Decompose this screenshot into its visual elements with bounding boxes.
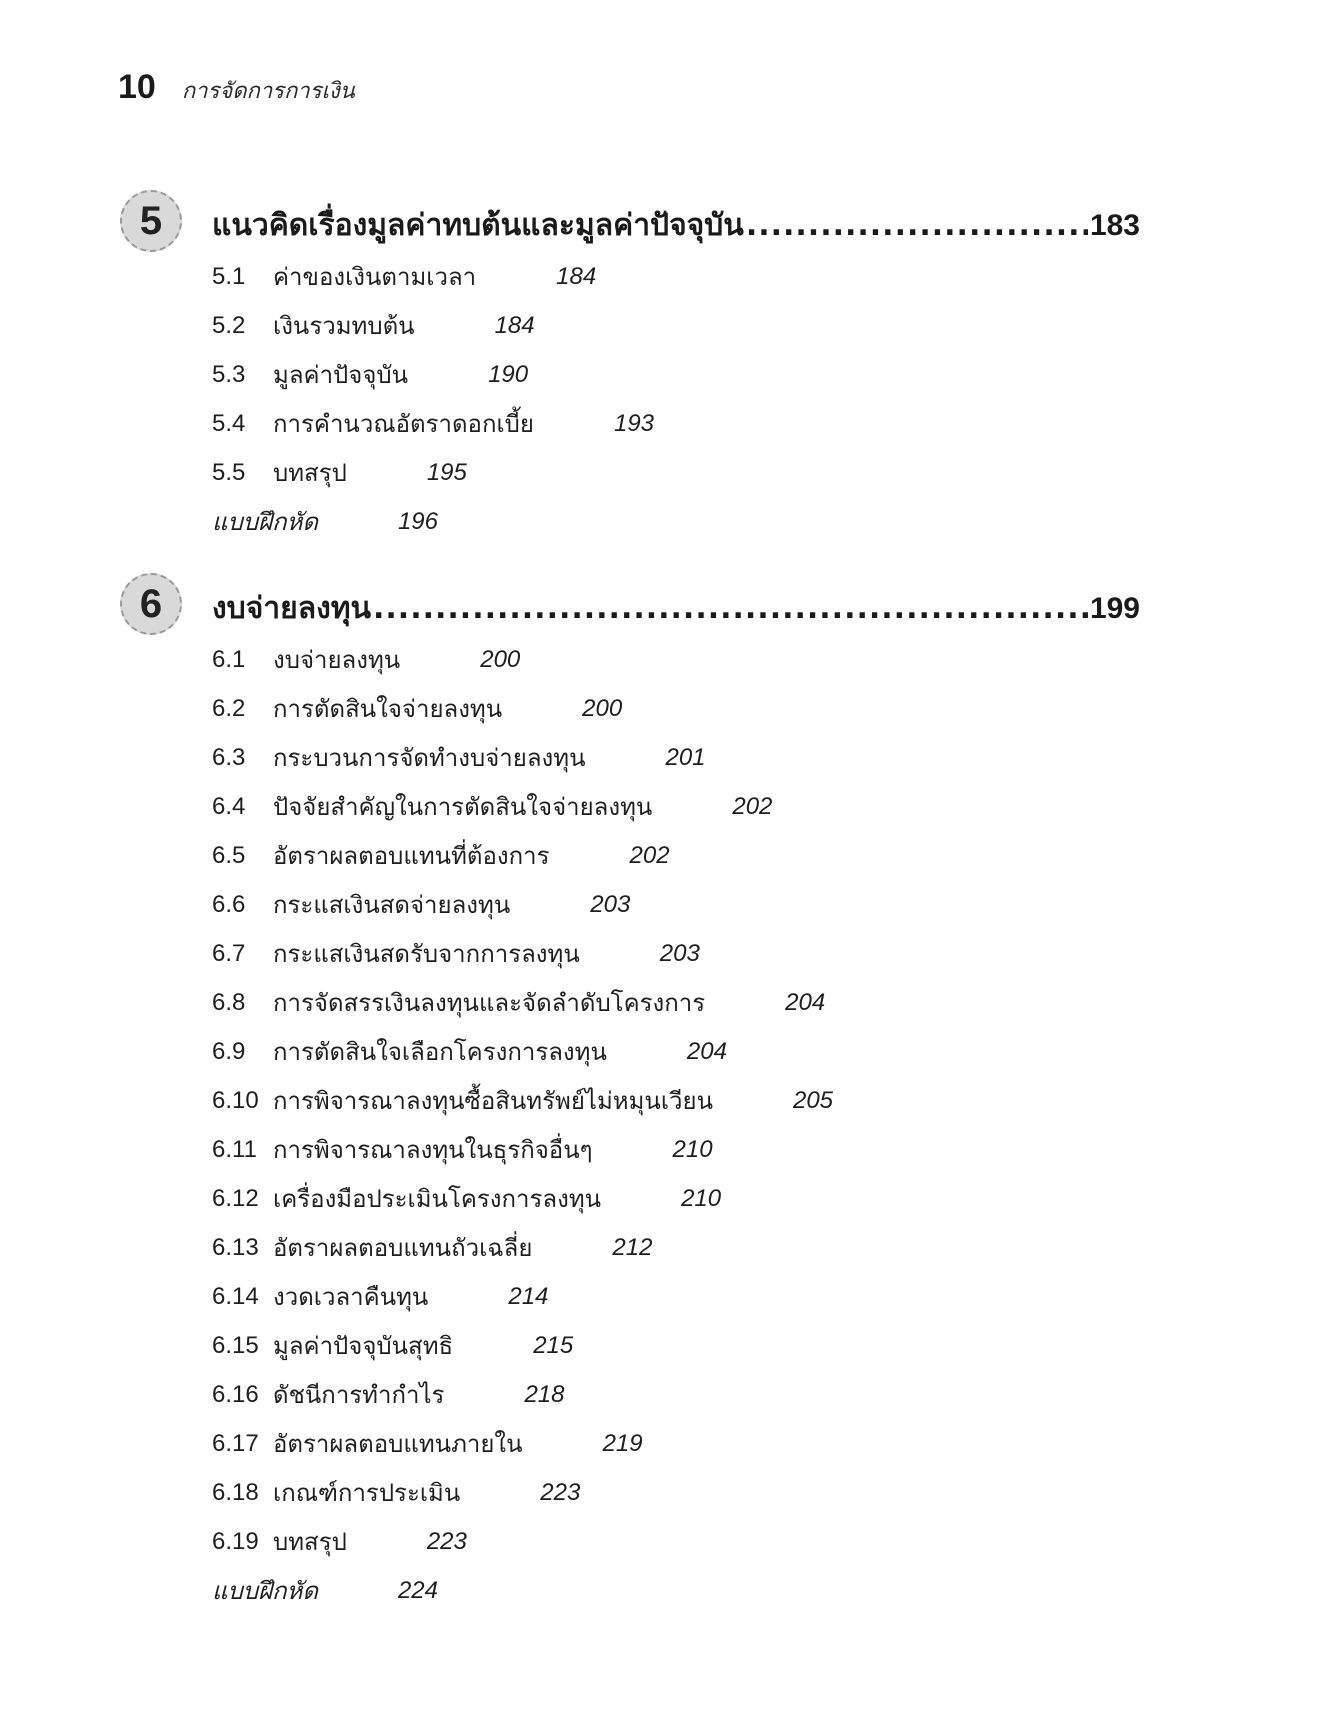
section-page: 203: [590, 890, 631, 918]
toc-entry[interactable]: [212, 1174, 833, 1223]
section-page: 195: [426, 458, 467, 486]
toc-entry[interactable]: [212, 1223, 833, 1272]
chapter-title: งบจ่ายลงทุน: [212, 591, 372, 626]
section-number: 6.13: [212, 1233, 259, 1261]
toc-entry[interactable]: [212, 448, 654, 497]
section-title: การพิจารณาลงทุนซื้อสินทรัพย์ไม่หมุนเวียน: [273, 1087, 713, 1115]
toc-entry[interactable]: [212, 880, 833, 929]
section-page: 200: [480, 645, 521, 673]
toc-entry[interactable]: [212, 782, 833, 831]
chapter-entries: [212, 252, 654, 546]
section-number: 6.5: [212, 841, 246, 869]
section-page: 218: [524, 1380, 565, 1408]
section-number: 6.15: [212, 1331, 259, 1359]
section-page: 193: [613, 409, 655, 437]
section-page: 205: [792, 1086, 834, 1114]
section-number: 6.18: [212, 1478, 259, 1506]
chapter-title-row[interactable]: [212, 202, 1140, 249]
section-number: 6.3: [212, 743, 246, 771]
section-page: 201: [665, 743, 706, 771]
page-header: [118, 68, 355, 108]
toc-entry[interactable]: [212, 301, 654, 350]
section-number: 6.2: [212, 694, 246, 722]
section-title: บทสรุป: [273, 1528, 347, 1556]
exercise-title: แบบฝึกหัด: [212, 1577, 318, 1605]
section-title: มูลค่าปัจจุบันสุทธิ: [273, 1332, 454, 1360]
section-number: 6.7: [212, 939, 246, 967]
chapter-page-number: 199: [1089, 592, 1140, 625]
section-title: กระแสเงินสดรับจากการลงทุน: [273, 940, 580, 968]
section-number: 5.5: [212, 458, 246, 486]
toc-entry[interactable]: [212, 1517, 833, 1566]
section-page: 215: [533, 1331, 574, 1359]
section-title: มูลค่าปัจจุบัน: [273, 361, 409, 389]
section-page: 200: [582, 694, 623, 722]
section-title: อัตราผลตอบแทนที่ต้องการ: [273, 842, 550, 870]
section-page: 202: [629, 841, 670, 869]
section-title: การคำนวณอัตราดอกเบี้ย: [273, 410, 534, 438]
section-title: ค่าของเงินตามเวลา: [273, 263, 477, 291]
page-number: 10: [118, 68, 156, 106]
toc-entry[interactable]: [212, 831, 833, 880]
section-title: เงินรวมทบต้น: [273, 312, 415, 340]
section-title: ปัจจัยสำคัญในการตัดสินใจจ่ายลงทุน: [273, 793, 653, 821]
section-page: 184: [556, 262, 597, 290]
section-title: กระบวนการจัดทำงบจ่ายลงทุน: [273, 744, 586, 772]
toc-entry[interactable]: [212, 635, 833, 684]
chapter-title-row[interactable]: [212, 585, 1140, 632]
section-title: อัตราผลตอบแทนภายใน: [273, 1430, 523, 1458]
section-page: 203: [659, 939, 700, 967]
section-title: เกณฑ์การประเมิน: [273, 1479, 461, 1507]
toc-entry[interactable]: [212, 978, 833, 1027]
section-title: การตัดสินใจจ่ายลงทุน: [273, 695, 503, 723]
section-title: ดัชนีการทำกำไร: [273, 1381, 445, 1409]
section-page: 190: [488, 360, 529, 388]
section-number: 6.9: [212, 1037, 246, 1065]
section-number: 6.10: [212, 1086, 259, 1114]
section-page: 214: [508, 1282, 549, 1310]
dot-leader: [373, 591, 1088, 626]
section-number: 5.3: [212, 360, 246, 388]
chapter-number-badge: 6: [120, 573, 182, 635]
toc-entry[interactable]: [212, 399, 654, 448]
section-number: 5.2: [212, 311, 246, 339]
section-page: 204: [686, 1037, 727, 1065]
chapter-title: แนวคิดเรื่องมูลค่าทบต้นและมูลค่าปัจจุบัน: [212, 208, 744, 243]
section-page: 210: [672, 1135, 713, 1163]
exercise-page: 196: [397, 507, 438, 535]
section-number: 6.1: [212, 645, 246, 673]
exercise-page: 224: [397, 1576, 438, 1604]
toc-entry[interactable]: [212, 1370, 833, 1419]
section-number: 6.14: [212, 1282, 259, 1310]
section-title: เครื่องมือประเมินโครงการลงทุน: [273, 1185, 602, 1213]
toc-entry[interactable]: [212, 252, 654, 301]
toc-entry[interactable]: [212, 684, 833, 733]
section-title: บทสรุป: [273, 459, 347, 487]
chapter-page-number: 183: [1089, 209, 1140, 242]
chapter-number-badge: 5: [120, 190, 182, 252]
section-title: การตัดสินใจเลือกโครงการลงทุน: [273, 1038, 607, 1066]
section-number: 6.17: [212, 1429, 259, 1457]
toc-entry[interactable]: [212, 929, 833, 978]
section-title: งวดเวลาคืนทุน: [273, 1283, 429, 1311]
section-page: 219: [602, 1429, 643, 1457]
section-title: การพิจารณาลงทุนในธุรกิจอื่นๆ: [273, 1136, 593, 1164]
toc-entry[interactable]: [212, 1027, 833, 1076]
exercise-title: แบบฝึกหัด: [212, 508, 318, 536]
toc-entry[interactable]: [212, 1468, 833, 1517]
section-page: 223: [426, 1527, 467, 1555]
section-number: 5.1: [212, 262, 246, 290]
dot-leader: [746, 208, 1088, 243]
toc-entry-exercise[interactable]: [212, 1566, 833, 1615]
section-title: การจัดสรรเงินลงทุนและจัดลำดับโครงการ: [273, 989, 706, 1017]
section-number: 6.6: [212, 890, 246, 918]
section-title: อัตราผลตอบแทนถัวเฉลี่ย: [273, 1234, 533, 1262]
section-page: 184: [494, 311, 535, 339]
section-page: 202: [732, 792, 773, 820]
toc-entry[interactable]: [212, 733, 833, 782]
book-title: การจัดการการเงิน: [181, 79, 355, 104]
section-title: งบจ่ายลงทุน: [273, 646, 401, 674]
section-number: 6.11: [212, 1135, 257, 1163]
toc-entry-exercise[interactable]: [212, 497, 654, 546]
toc-entry[interactable]: [212, 1125, 833, 1174]
section-page: 223: [540, 1478, 581, 1506]
section-page: 212: [612, 1233, 653, 1261]
section-number: 6.8: [212, 988, 246, 1016]
toc-entry[interactable]: [212, 1272, 833, 1321]
section-number: 5.4: [212, 409, 246, 437]
section-page: 210: [681, 1184, 722, 1212]
toc-entry[interactable]: [212, 1076, 833, 1125]
chapter-entries: [212, 635, 833, 1615]
section-number: 6.4: [212, 792, 246, 820]
toc-entry[interactable]: [212, 1321, 833, 1370]
toc-entry[interactable]: [212, 1419, 833, 1468]
toc-entry[interactable]: [212, 350, 654, 399]
section-page: 204: [785, 988, 826, 1016]
section-number: 6.19: [212, 1527, 259, 1555]
section-number: 6.16: [212, 1380, 259, 1408]
section-number: 6.12: [212, 1184, 259, 1212]
section-title: กระแสเงินสดจ่ายลงทุน: [273, 891, 511, 919]
